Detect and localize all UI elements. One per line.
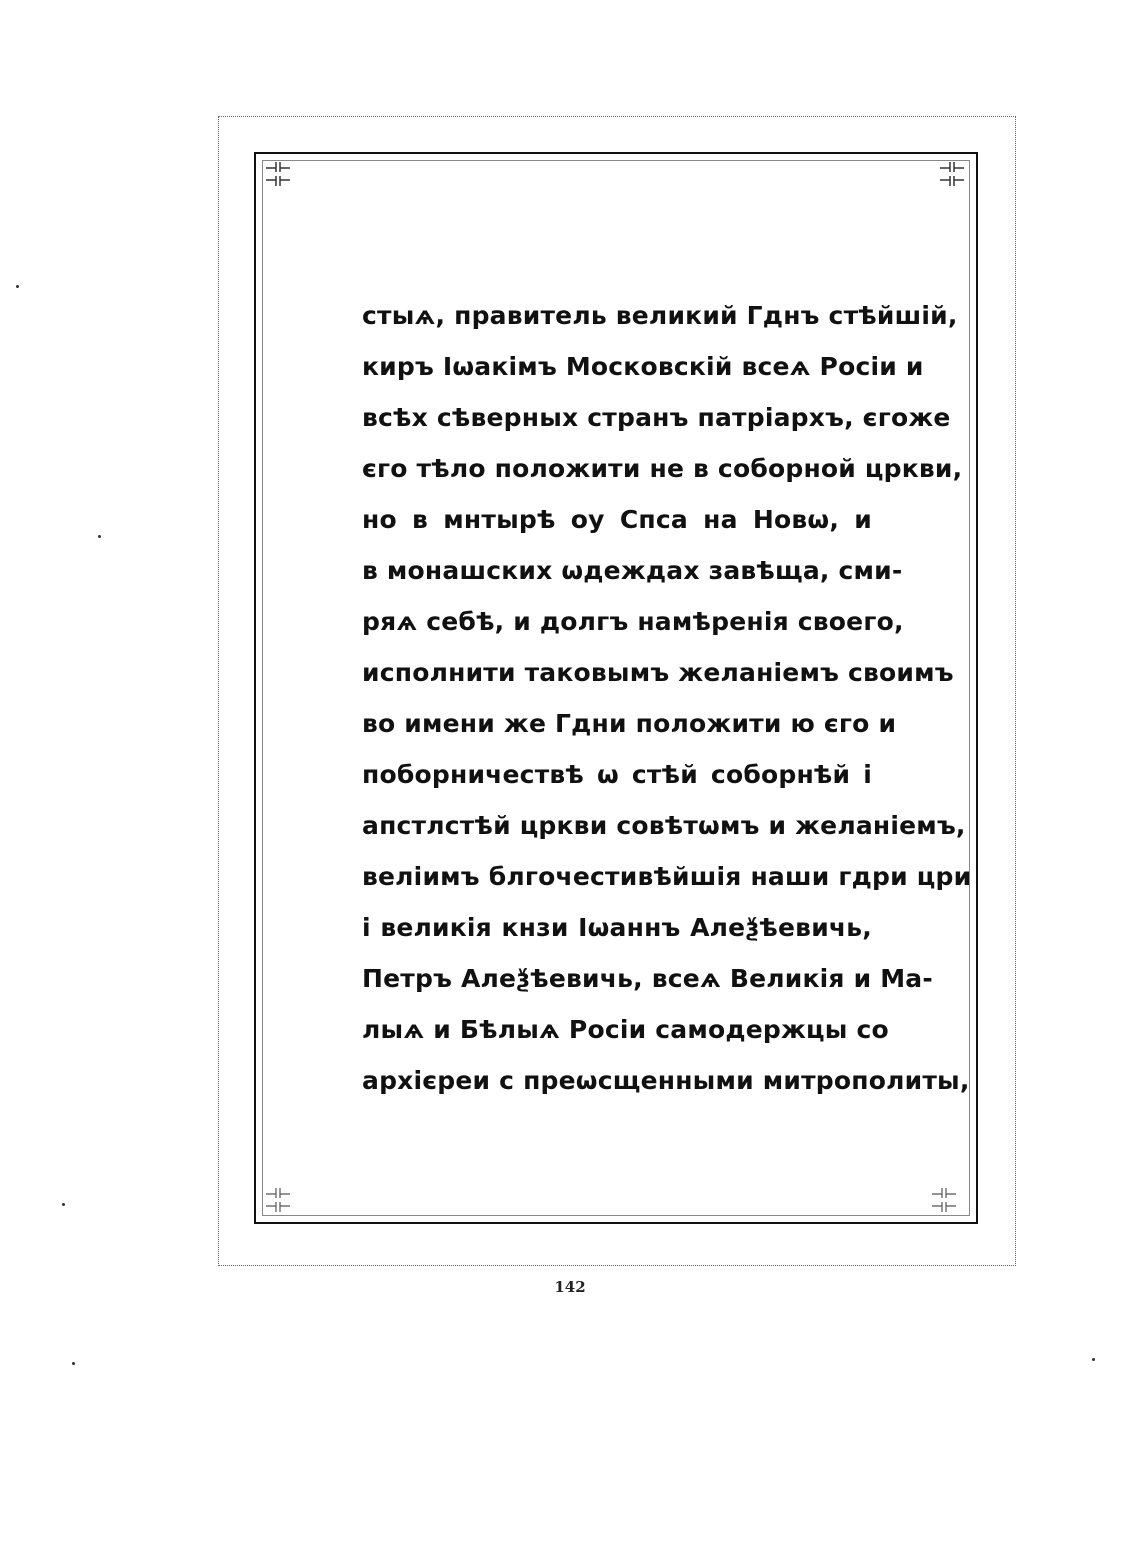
page-number: 142 (554, 1278, 586, 1296)
text-line: во имени же Гдни положити ю єго и (362, 709, 897, 738)
text-line: апстлстѣй цркви совѣтѡмъ и желаніемъ, (362, 811, 966, 840)
scan-speck (16, 285, 19, 288)
text-block (362, 290, 972, 1106)
corner-ornament-icon (264, 1186, 292, 1214)
corner-ornament-icon (938, 160, 966, 188)
text-line: Петръ Алеѯѣевичь, всеѧ Великія и Ма- (362, 964, 933, 993)
scan-speck (98, 535, 101, 538)
text-line: ряѧ себѣ, и долгъ намѣренія своего, (362, 607, 904, 636)
corner-ornament-icon (930, 1186, 958, 1214)
text-line: исполнити таковымъ желаніемъ своимъ (362, 658, 954, 687)
text-line: і великія кнзи Іѡаннъ Алеѯѣевичь, (362, 913, 872, 942)
text-line: веліимъ блгочестивѣйшія наши гдри цри (362, 862, 972, 891)
corner-ornament-icon (264, 160, 292, 188)
text-line: архієреи с преѡсщенными митрополиты, (362, 1066, 970, 1095)
text-line: киръ Іѡакімъ Московскій всеѧ Росіи и (362, 352, 924, 381)
text-line: стыѧ, правитель великий Гднъ стѣйшій, (362, 301, 958, 330)
text-line: всѣх сѣверных странъ патріархъ, єгоже (362, 403, 951, 432)
scan-speck (72, 1362, 75, 1365)
text-line: в монашских ѡдеждах завѣща, сми- (362, 556, 903, 585)
text-line: лыѧ и Бѣлыѧ Росіи самодержцы со (362, 1015, 889, 1044)
scan-speck (62, 1203, 65, 1206)
text-line: поборничествѣ ѡ стѣй соборнѣй і (362, 760, 872, 789)
text-line: но в мнтырѣ оу Спса на Новѡ, и (362, 505, 872, 534)
text-line: єго тѣло положити не в соборной цркви, (362, 454, 963, 483)
scan-speck (1092, 1358, 1095, 1361)
